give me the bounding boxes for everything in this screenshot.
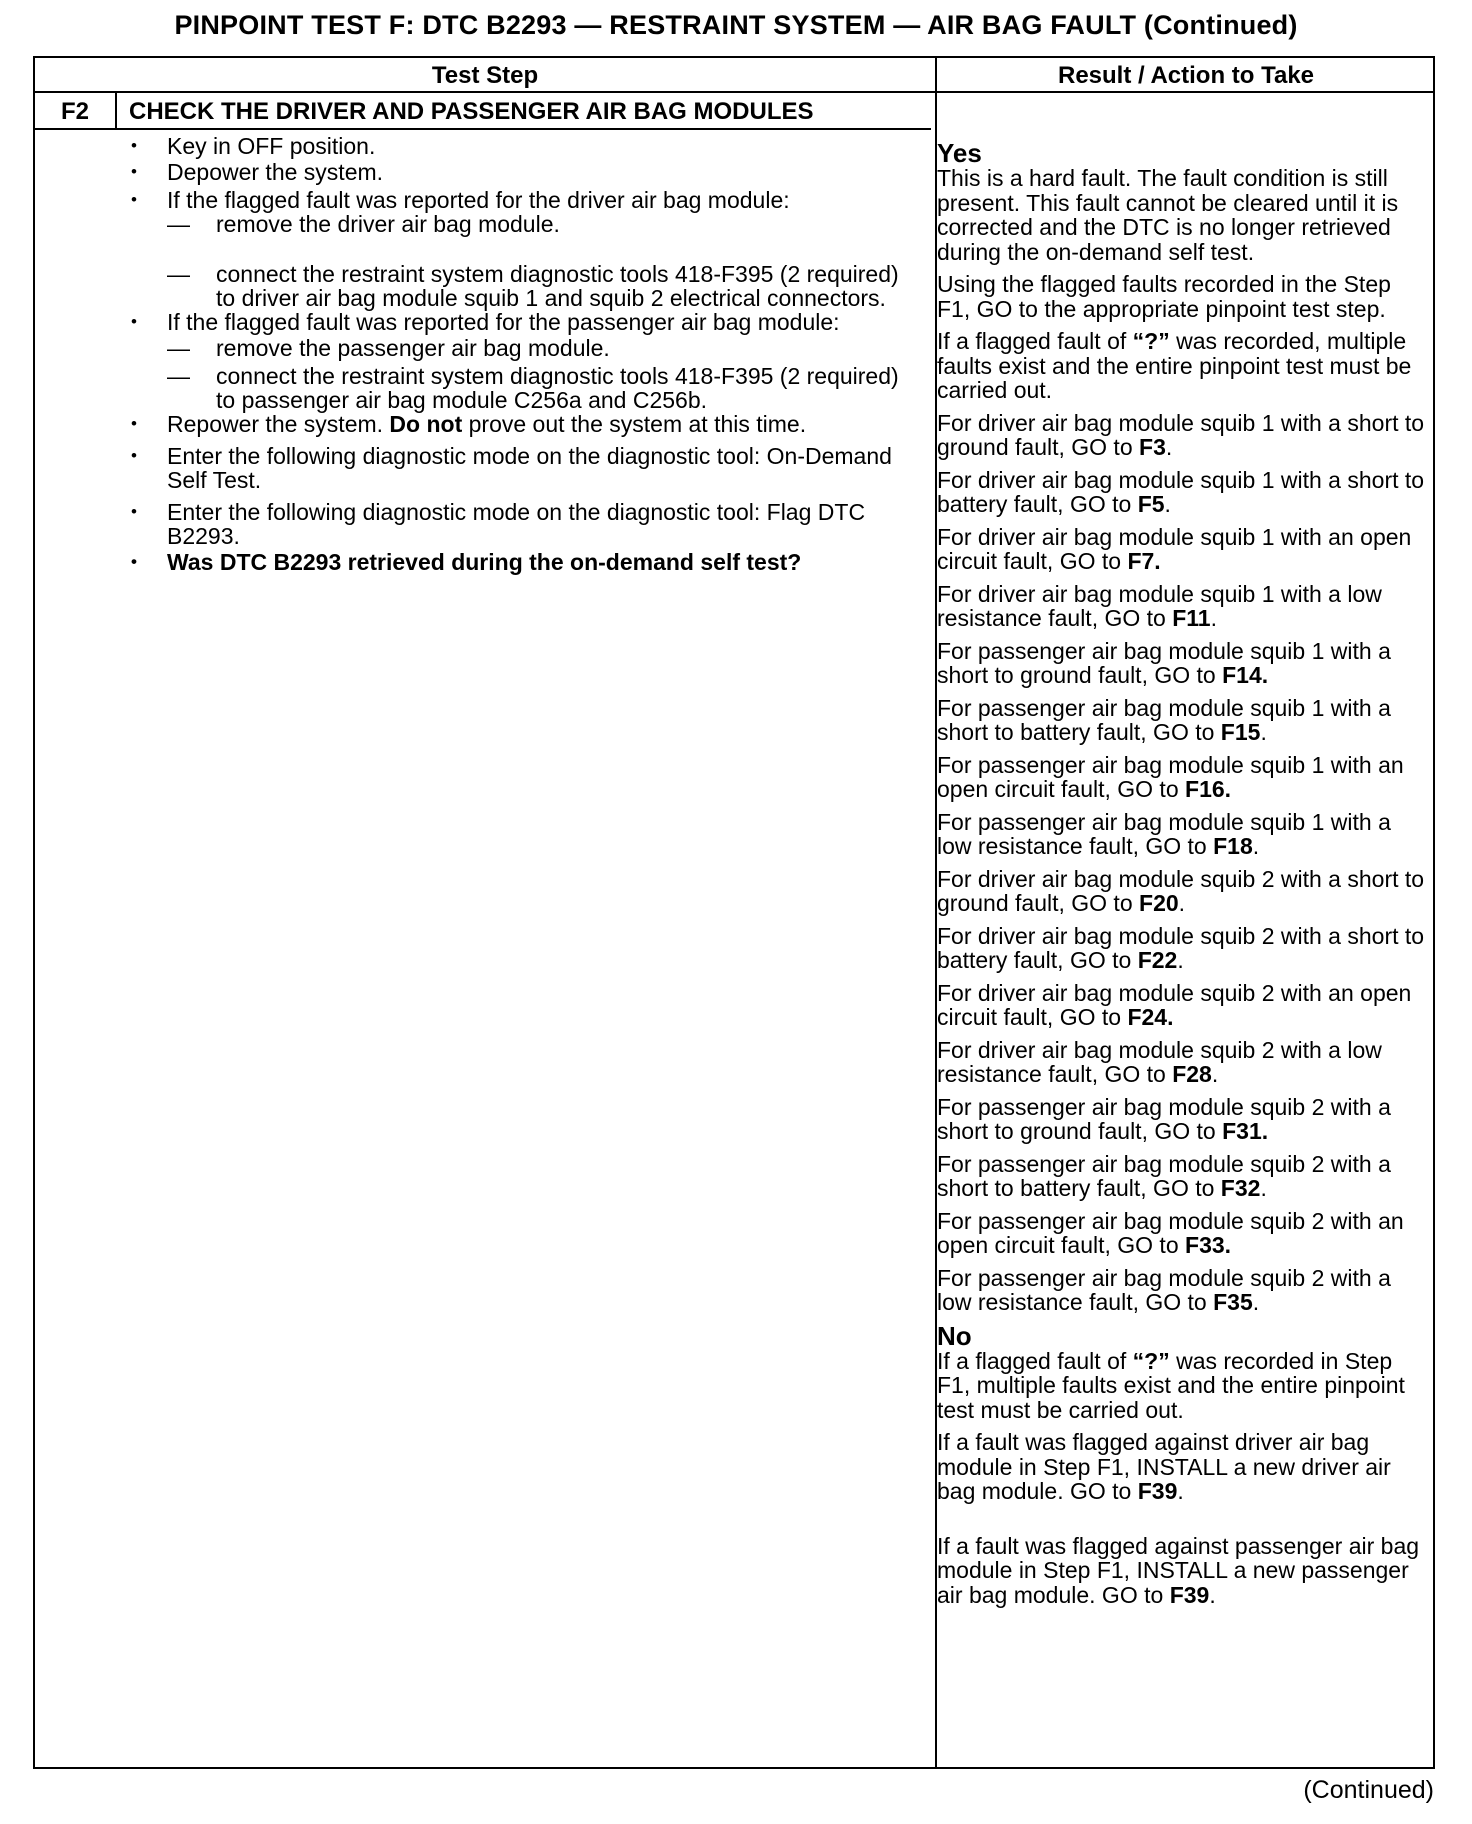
bullet-text: Depower the system.	[167, 159, 384, 185]
sub-step-text: connect the restraint system diagnostic tools 418-F395 (2 required) to passenger air bag module C256a and C256b.	[216, 363, 899, 413]
step-bullet	[129, 412, 909, 436]
goto-step-ref: F35	[1213, 1289, 1253, 1315]
action-text-end: .	[1177, 947, 1184, 973]
paragraph-text: If a flagged fault of	[937, 1347, 1127, 1374]
bullet-text: prove out the system at this time.	[468, 411, 807, 437]
yes-action-item	[937, 981, 1429, 1030]
step-question	[129, 550, 909, 574]
action-text: For passenger air bag module squib 2 with a short to battery fault, GO to	[937, 1150, 1391, 1201]
yes-action-item	[937, 924, 1429, 973]
sub-step	[129, 262, 909, 310]
paragraph-text: If a flagged fault of	[937, 328, 1127, 354]
sub-step-text: remove the passenger air bag module.	[216, 335, 610, 361]
action-text: For passenger air bag module squib 2 with an open circuit fault, GO to	[937, 1207, 1404, 1258]
sub-step	[129, 212, 909, 236]
goto-step-ref: F33.	[1185, 1232, 1232, 1258]
question-text: Was DTC B2293 retrieved during the on-demand self test?	[167, 549, 802, 575]
no-paragraph	[937, 1349, 1429, 1423]
step-id: F2	[60, 98, 89, 125]
goto-step-ref: F20	[1139, 890, 1179, 916]
yes-action-list	[937, 411, 1429, 1315]
paragraph-text: If a fault was flagged against driver air bag module in Step F1, INSTALL a new driver air bag module. GO to	[937, 1429, 1391, 1504]
action-text: For passenger air bag module squib 1 with a short to ground fault, GO to	[937, 637, 1391, 688]
action-text: For driver air bag module squib 2 with a low resistance fault, GO to	[937, 1036, 1382, 1087]
step-id-divider	[115, 92, 117, 129]
step-bullet	[129, 500, 909, 548]
bullet-text: Key in OFF position.	[167, 133, 376, 159]
yes-action-item	[937, 1209, 1429, 1258]
action-text: For driver air bag module squib 1 with a low resistance fault, GO to	[937, 580, 1382, 631]
action-text: For driver air bag module squib 2 with a short to battery fault, GO to	[937, 922, 1425, 973]
action-text: For driver air bag module squib 2 with a short to ground fault, GO to	[937, 865, 1425, 916]
action-text-end: .	[1211, 1061, 1219, 1087]
continued-footer: (Continued)	[1303, 1776, 1434, 1804]
dash-marker: —	[167, 335, 190, 361]
bullet-text: Enter the following diagnostic mode on the diagnostic tool: On-Demand Self Test.	[167, 443, 892, 493]
goto-step-ref: F14.	[1222, 662, 1269, 688]
yes-action-item	[937, 468, 1429, 517]
action-text: For driver air bag module squib 1 with a short to battery fault, GO to	[937, 466, 1425, 517]
action-text: For passenger air bag module squib 1 with a short to battery fault, GO to	[937, 694, 1391, 745]
step-bullet	[129, 444, 909, 492]
goto-step-ref: F3	[1139, 434, 1166, 460]
yes-paragraph	[937, 329, 1429, 403]
no-heading: No	[937, 1320, 972, 1351]
paragraph-text: .	[1209, 1581, 1216, 1608]
header-test-step: Test Step	[431, 62, 539, 89]
dash-marker: —	[167, 363, 190, 389]
action-text-end: .	[1165, 434, 1173, 460]
step-bullet	[129, 188, 909, 212]
action-text: For driver air bag module squib 2 with an open circuit fault, GO to	[937, 979, 1412, 1030]
yes-action-item	[937, 525, 1429, 574]
yes-action-item	[937, 1038, 1429, 1087]
bullet-text: If the flagged fault was reported for the driver air bag module:	[167, 187, 790, 213]
step-bullet	[129, 160, 909, 184]
goto-step-ref: F5	[1137, 491, 1165, 517]
question-mark-symbol: “?”	[1132, 328, 1170, 354]
action-text: For driver air bag module squib 1 with a short to ground fault, GO to	[937, 409, 1425, 460]
yes-paragraph: This is a hard fault. The fault condition is still present. This fault cannot be cleared until it is corrected and the DTC is no longer retrieved during the on-demand self test.	[937, 165, 1399, 265]
yes-action-item	[937, 1152, 1429, 1201]
yes-action-item	[937, 411, 1429, 460]
bullet-text: If the flagged fault was reported for the passenger air bag module:	[167, 309, 840, 335]
dash-marker: —	[167, 261, 190, 287]
yes-action-item	[937, 753, 1429, 802]
dash-marker: —	[167, 211, 190, 237]
step-bullet	[129, 134, 909, 158]
goto-step-ref: F15	[1220, 719, 1261, 745]
yes-action-item	[937, 810, 1429, 859]
goto-step-ref: F39	[1137, 1478, 1178, 1504]
yes-action-item	[937, 582, 1429, 631]
sub-step	[129, 336, 909, 360]
action-text: For driver air bag module squib 1 with an open circuit fault, GO to	[937, 523, 1412, 574]
paragraph-text: If a fault was flagged against passenger air bag module in Step F1, INSTALL a new passenger air bag module. GO to	[937, 1532, 1420, 1608]
yes-action-item	[937, 1095, 1429, 1144]
goto-step-ref: F11	[1172, 605, 1211, 631]
yes-action-item	[937, 696, 1429, 745]
step-title: CHECK THE DRIVER AND PASSENGER AIR BAG MODULES	[129, 98, 814, 125]
action-text: For passenger air bag module squib 1 with an open circuit fault, GO to	[937, 751, 1404, 802]
question-mark-symbol: “?”	[1132, 1347, 1170, 1374]
goto-step-ref: F18	[1213, 833, 1253, 859]
action-text-end: .	[1210, 605, 1217, 631]
test-step-instructions	[129, 134, 909, 574]
sub-step-text: connect the restraint system diagnostic tools 418-F395 (2 required) to driver air bag module squib 1 and squib 2 electrical connectors.	[216, 261, 899, 311]
action-text: For passenger air bag module squib 1 with a low resistance fault, GO to	[937, 808, 1391, 859]
result-action-column	[937, 134, 1429, 1615]
action-text: For passenger air bag module squib 2 with a low resistance fault, GO to	[937, 1264, 1391, 1315]
action-text-end: .	[1164, 491, 1171, 517]
paragraph-text: was recorded in Step F1, multiple faults exist and the entire pinpoint test must be carried out.	[937, 1347, 1405, 1423]
sub-step-text: remove the driver air bag module.	[216, 211, 560, 237]
paragraph-text: .	[1177, 1478, 1184, 1504]
header-result-action: Result / Action to Take	[1057, 62, 1315, 89]
goto-step-ref: F7.	[1127, 548, 1161, 574]
goto-step-ref: F24.	[1127, 1004, 1174, 1030]
goto-step-ref: F31.	[1222, 1118, 1269, 1144]
no-paragraph	[937, 1430, 1429, 1504]
action-text-end: .	[1252, 833, 1260, 859]
goto-step-ref: F39	[1169, 1581, 1210, 1608]
action-text-end: .	[1178, 890, 1186, 916]
action-text-end: .	[1252, 1289, 1260, 1315]
bullet-text: Repower the system.	[167, 411, 384, 437]
no-paragraph	[937, 1534, 1429, 1608]
action-text-end: .	[1260, 1175, 1267, 1201]
pinpoint-test-table	[33, 56, 1435, 1769]
yes-action-item	[937, 867, 1429, 916]
goto-step-ref: F32	[1220, 1175, 1261, 1201]
goto-step-ref: F22	[1137, 947, 1178, 973]
goto-step-ref: F28	[1172, 1061, 1212, 1087]
paragraph-text: was recorded, multiple faults exist and the entire pinpoint test must be carried out.	[937, 328, 1412, 403]
yes-paragraph: Using the flagged faults recorded in the Step F1, GO to the appropriate pinpoint test step.	[937, 271, 1391, 322]
goto-step-ref: F16.	[1185, 776, 1232, 802]
page-title: PINPOINT TEST F: DTC B2293 — RESTRAINT SYSTEM — AIR BAG FAULT (Continued)	[174, 10, 1298, 40]
step-bullet	[129, 310, 909, 334]
yes-action-item	[937, 639, 1429, 688]
bullet-text: Enter the following diagnostic mode on the diagnostic tool: Flag DTC B2293.	[167, 499, 866, 549]
yes-heading: Yes	[937, 138, 982, 168]
bullet-emphasis: Do not	[389, 411, 463, 437]
yes-action-item	[937, 1266, 1429, 1315]
sub-step	[129, 364, 909, 412]
action-text: For passenger air bag module squib 2 with a short to ground fault, GO to	[937, 1093, 1391, 1144]
action-text-end: .	[1260, 719, 1267, 745]
